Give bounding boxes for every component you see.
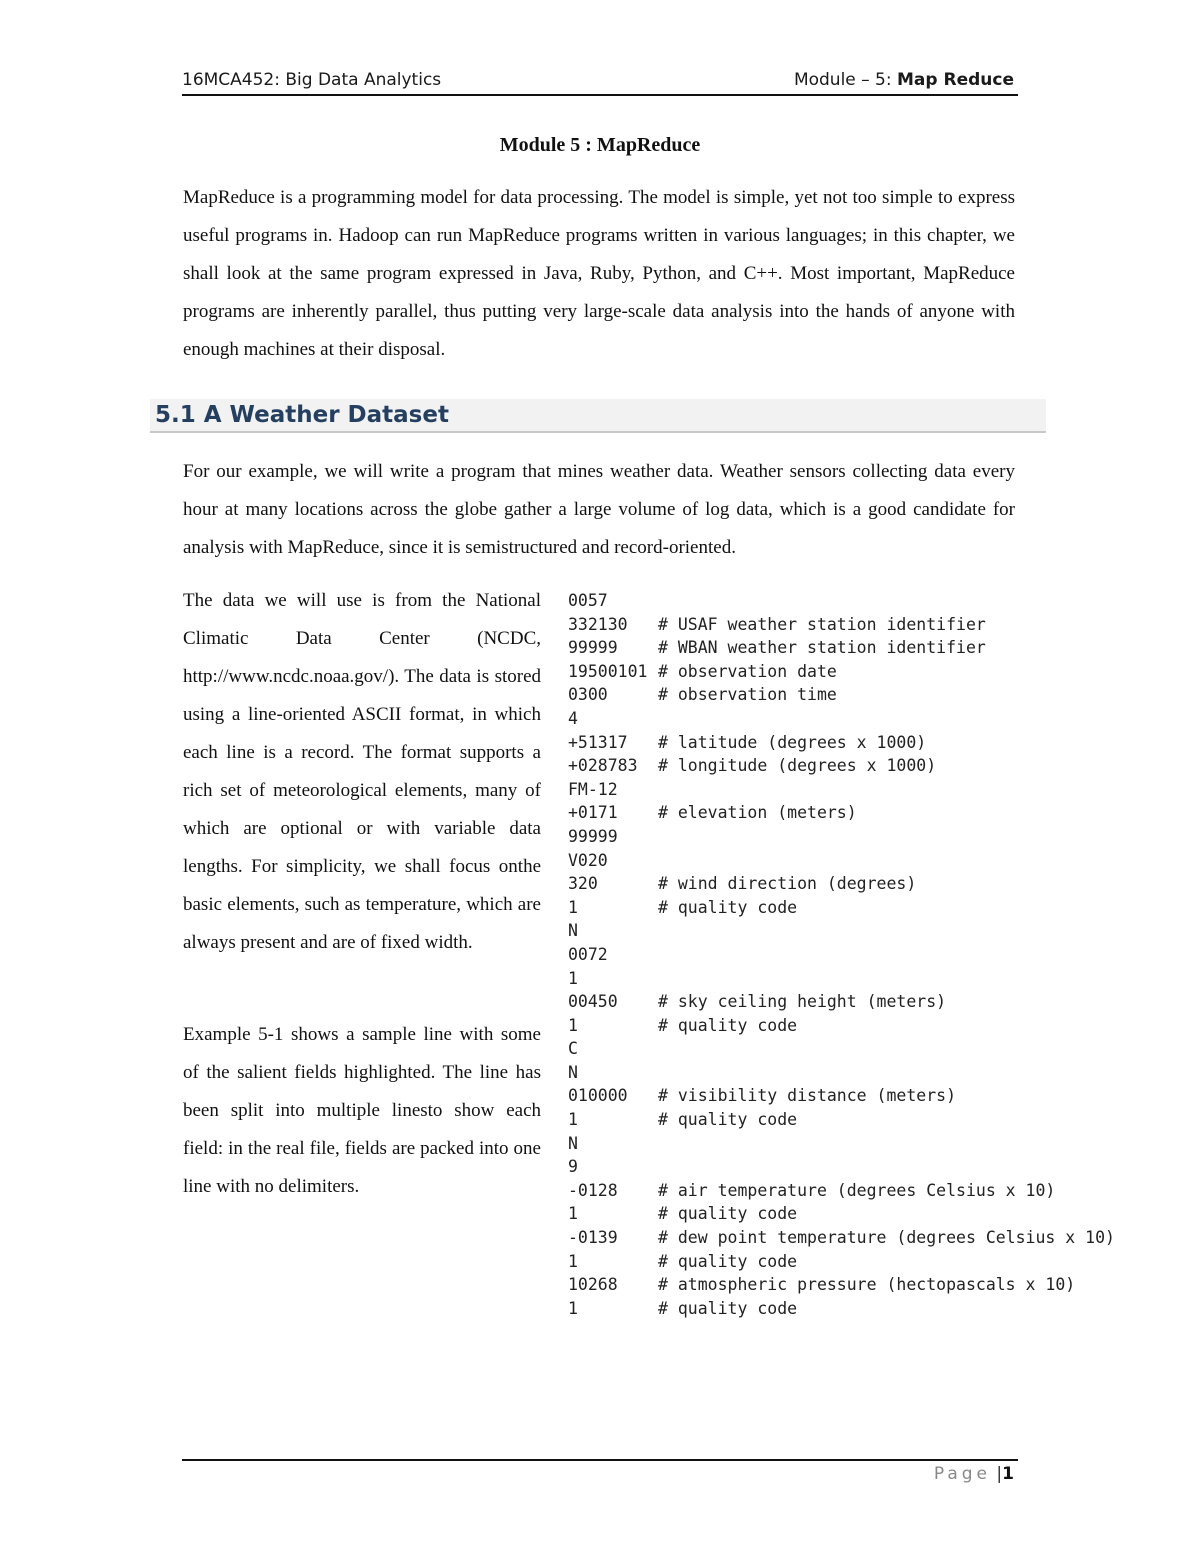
code-field-comment: # wind direction (degrees) bbox=[658, 874, 917, 894]
code-line bbox=[568, 1226, 1115, 1250]
code-field-value: N bbox=[568, 1133, 578, 1153]
weather-text: For our example, we will write a program that mines weather data. Weather sensors collecting data every hour at many locations across the globe gather a large volume of log data, which is a good candidate for analysis with MapReduce, since it is semistructured and record-oriented. bbox=[183, 461, 1015, 558]
code-field-comment: # USAF weather station identifier bbox=[658, 614, 986, 634]
code-line bbox=[568, 754, 1115, 778]
code-line bbox=[568, 589, 1115, 613]
code-field-comment: # dew point temperature (degrees Celsius x 10) bbox=[658, 1228, 1115, 1248]
footer-divider bbox=[182, 1459, 1018, 1461]
code-field-comment: # observation date bbox=[658, 661, 837, 681]
code-field-value: 1 bbox=[568, 1110, 578, 1130]
code-field-value: 010000 bbox=[568, 1086, 628, 1106]
code-field-comment: # quality code bbox=[658, 1251, 798, 1271]
code-field-comment: # quality code bbox=[658, 1204, 798, 1224]
code-field-value: 1 bbox=[568, 1204, 578, 1224]
code-field-comment: # visibility distance (meters) bbox=[658, 1086, 957, 1106]
code-line bbox=[568, 636, 1115, 660]
code-line bbox=[568, 1014, 1115, 1038]
code-line bbox=[568, 1202, 1115, 1226]
code-line bbox=[568, 778, 1115, 802]
code-line bbox=[568, 683, 1115, 707]
weather-paragraph bbox=[183, 453, 1015, 567]
code-field-value: 19500101 bbox=[568, 661, 648, 681]
code-line bbox=[568, 1084, 1115, 1108]
code-field-comment: # observation time bbox=[658, 685, 837, 705]
code-field-comment: # atmospheric pressure (hectopascals x 10) bbox=[658, 1275, 1076, 1295]
code-field-comment: # WBAN weather station identifier bbox=[658, 638, 986, 658]
code-field-value: FM-12 bbox=[568, 779, 618, 799]
code-field-value: 1 bbox=[568, 1298, 578, 1318]
code-field-comment: # elevation (meters) bbox=[658, 803, 857, 823]
code-field-value: 1 bbox=[568, 968, 578, 988]
code-field-value: 10268 bbox=[568, 1275, 618, 1295]
sample-record-code-block bbox=[568, 589, 1115, 1320]
code-line bbox=[568, 1250, 1115, 1274]
code-field-value: 4 bbox=[568, 708, 578, 728]
code-field-value: +0171 bbox=[568, 803, 618, 823]
code-field-comment: # air temperature (degrees Celsius x 10) bbox=[658, 1180, 1056, 1200]
code-field-value: 1 bbox=[568, 1251, 578, 1271]
code-field-value: 320 bbox=[568, 874, 598, 894]
header-module-label bbox=[794, 70, 1014, 90]
page-title: Module 5 : MapReduce bbox=[499, 134, 701, 156]
code-line bbox=[568, 896, 1115, 920]
ncdc-text: The data we will use is from the National Climatic Data Center (NCDC, http://www.ncdc.noaa.gov/). The data is stored using a line-oriented ASCII format, in which each line is a record. The format supports a rich set of meteorological elements, many of which are optional or with variable data lengths. For simplicity, we shall focus onthe basic elements, such as temperature, which are always present and are of fixed width. bbox=[183, 590, 541, 953]
page-separator: | bbox=[996, 1464, 1003, 1484]
code-line bbox=[568, 1108, 1115, 1132]
code-line bbox=[568, 801, 1115, 825]
code-field-value: 332130 bbox=[568, 614, 628, 634]
code-field-value: 1 bbox=[568, 1015, 578, 1035]
code-field-value: N bbox=[568, 921, 578, 941]
code-line bbox=[568, 707, 1115, 731]
code-field-value: -0128 bbox=[568, 1180, 618, 1200]
example-text: Example 5-1 shows a sample line with some of the salient fields highlighted. The line has been split into multiple linesto show each field: in the real file, fields are packed into one line with no delimiters. bbox=[183, 1024, 541, 1197]
code-field-value: 00450 bbox=[568, 992, 618, 1012]
code-field-comment: # quality code bbox=[658, 897, 798, 917]
code-line bbox=[568, 660, 1115, 684]
intro-text: MapReduce is a programming model for data processing. The model is simple, yet not too simple to express useful programs in. Hadoop can run MapReduce programs written in various languages; in this chapter, we shall look at the same program expressed in Java, Ruby, Python, and C++. Most important, MapReduce programs are inherently parallel, thus putting very large-scale data analysis into the hands of anyone with enough machines at their disposal. bbox=[183, 187, 1015, 360]
code-field-value: 0300 bbox=[568, 685, 608, 705]
ncdc-paragraph bbox=[183, 582, 541, 962]
code-field-value: 0057 bbox=[568, 591, 608, 610]
code-line bbox=[568, 825, 1115, 849]
code-field-value: +51317 bbox=[568, 732, 628, 752]
code-line bbox=[568, 613, 1115, 637]
code-field-comment: # latitude (degrees x 1000) bbox=[658, 732, 927, 752]
code-line bbox=[568, 872, 1115, 896]
page-word: Page bbox=[933, 1464, 992, 1484]
code-line bbox=[568, 849, 1115, 873]
code-field-comment: # quality code bbox=[658, 1015, 798, 1035]
code-field-value: 9 bbox=[568, 1157, 578, 1177]
code-field-comment: # sky ceiling height (meters) bbox=[658, 992, 947, 1012]
code-field-value: +028783 bbox=[568, 756, 638, 776]
code-line bbox=[568, 943, 1115, 967]
code-line bbox=[568, 1297, 1115, 1321]
code-field-value: -0139 bbox=[568, 1228, 618, 1248]
section-heading: 5.1 A Weather Dataset bbox=[155, 402, 449, 428]
code-field-value: 99999 bbox=[568, 638, 618, 658]
code-line bbox=[568, 731, 1115, 755]
code-line bbox=[568, 1273, 1115, 1297]
code-field-value: 0072 bbox=[568, 944, 608, 964]
header-module-name: Map Reduce bbox=[897, 70, 1014, 90]
header-divider bbox=[182, 94, 1018, 96]
code-field-value: 99999 bbox=[568, 826, 618, 846]
code-line bbox=[568, 1155, 1115, 1179]
code-field-comment: # quality code bbox=[658, 1110, 798, 1130]
header-module-prefix: Module – 5: bbox=[793, 70, 892, 90]
code-field-value: C bbox=[568, 1039, 578, 1059]
code-line bbox=[568, 967, 1115, 991]
code-line bbox=[568, 990, 1115, 1014]
page-number: 1 bbox=[1002, 1464, 1014, 1484]
code-field-value: N bbox=[568, 1062, 578, 1082]
header-course-title: 16MCA452: Big Data Analytics bbox=[182, 70, 442, 90]
code-line bbox=[568, 1132, 1115, 1156]
example-paragraph bbox=[183, 1016, 541, 1206]
code-line bbox=[568, 1061, 1115, 1085]
code-field-value: V020 bbox=[568, 850, 608, 870]
page-footer bbox=[934, 1464, 1014, 1484]
code-field-comment: # longitude (degrees x 1000) bbox=[658, 756, 937, 776]
code-field-comment: # quality code bbox=[658, 1298, 798, 1318]
code-line bbox=[568, 919, 1115, 943]
intro-paragraph bbox=[183, 179, 1015, 369]
code-field-value: 1 bbox=[568, 897, 578, 917]
code-line bbox=[568, 1037, 1115, 1061]
code-line bbox=[568, 1179, 1115, 1203]
